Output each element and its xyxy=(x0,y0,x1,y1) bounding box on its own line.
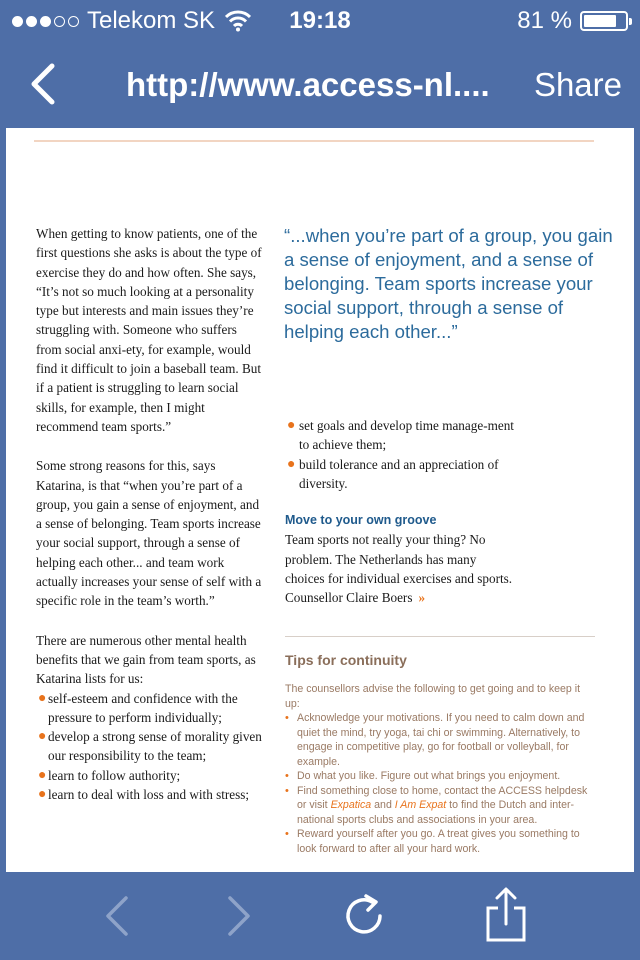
section-heading: Move to your own groove xyxy=(285,513,437,528)
tip-text: Find something close to home, contact the ACCESS helpdesk or visit xyxy=(297,784,588,811)
tip-text: to find the Dutch and inter-national sports clubs and associations in your area. xyxy=(297,799,575,826)
list-item-text: learn to deal with loss and with stress; xyxy=(48,787,250,803)
tip-item xyxy=(285,769,595,784)
list-item-text: self-esteem and confidence with the pressure to perform individually; xyxy=(48,690,238,725)
paragraph: When getting to know patients, one of the first questions she asks is about the type of exercise they do and how often. She says, “It’s not so much looking at a personality type but interests and main issues they’re struggling with. Someone who suffers from social anxi-ety, for example, would find it difficult to join a baseball team. But if a patient is struggling to learn social skills, for example, then I might recommend team sports.” xyxy=(36,226,262,434)
iamexpat-link[interactable]: I Am Expat xyxy=(394,799,447,811)
divider xyxy=(285,636,595,637)
bullet-icon: ● xyxy=(38,729,47,745)
tip-item xyxy=(285,784,595,828)
battery-percent: 81 % xyxy=(517,7,572,34)
divider xyxy=(34,140,594,142)
list-item xyxy=(36,689,264,728)
tip-item xyxy=(285,711,595,769)
list-item xyxy=(285,416,515,455)
reload-button[interactable] xyxy=(338,890,390,942)
read-more-link[interactable]: » xyxy=(418,590,426,606)
bullet-icon: • xyxy=(285,828,289,840)
carrier-name: Telekom SK xyxy=(87,7,216,34)
list-item xyxy=(36,727,264,766)
forward-nav-button[interactable] xyxy=(212,890,264,942)
bullet-icon: • xyxy=(285,770,289,782)
tip-text: Reward yourself after you go. A treat gives you something to look forward to after all your hard work. xyxy=(297,828,580,855)
status-time: 19:18 xyxy=(289,7,351,34)
article-right-column xyxy=(285,416,515,608)
list-item xyxy=(36,785,264,804)
status-right xyxy=(517,7,628,35)
paragraph: Some strong reasons for this, says Katarina, is that “when you’re part of a group, you gain a sense of enjoyment, and a sense of belonging. Team sports increase your social support, through a sense of helping each other... and team work actually increases your sense of self with a specific role in the team’s worth.” xyxy=(36,458,262,609)
section-text-body: Team sports not really your thing? No problem. The Netherlands has many choices for individual exercises and sports. Counsellor Claire Boers xyxy=(285,532,513,606)
tip-item xyxy=(285,827,595,856)
battery-fill xyxy=(584,15,616,27)
list-item-text: learn to follow authority; xyxy=(48,767,181,783)
list-item-text: develop a strong sense of morality given our responsibility to the team; xyxy=(48,729,262,764)
back-button[interactable] xyxy=(24,62,64,106)
tips-title: Tips for continuity xyxy=(285,652,407,668)
list-item xyxy=(36,766,264,785)
benefits-list-continued xyxy=(285,416,515,493)
bullet-icon: • xyxy=(285,712,289,724)
tips-intro: The counsellors advise the following to get going and to keep it up: xyxy=(285,683,581,710)
web-page[interactable] xyxy=(6,128,634,872)
bullet-icon: • xyxy=(285,784,289,797)
bullet-icon: ● xyxy=(287,418,296,433)
browser-toolbar xyxy=(0,872,640,960)
paragraph: There are numerous other mental health benefits that we gain from team sports, as Katarina lists for us: xyxy=(36,632,256,687)
article-left-column xyxy=(36,224,264,804)
url-field[interactable]: http://www.access-nl.... xyxy=(126,66,490,103)
tips-box xyxy=(285,652,595,856)
pull-quote: “...when you’re part of a group, you gain a sense of enjoyment, and a sense of belonging. Team sports increase your social support, through a sense of helping each other...” xyxy=(284,225,613,342)
benefits-list xyxy=(36,689,264,805)
status-bar xyxy=(0,0,640,40)
tip-text: Do what you like. Figure out what brings you enjoyment. xyxy=(297,770,561,782)
tip-text: Acknowledge your motivations. If you need to calm down and quiet the mind, try yoga, tai chi or swimming. Alternatively, to engage in competitive play, go for football or volleyball, for example. xyxy=(297,712,585,768)
expatica-link[interactable]: Expatica xyxy=(330,799,372,811)
bullet-icon: ● xyxy=(38,690,47,706)
share-sheet-button[interactable] xyxy=(480,886,532,944)
back-nav-button[interactable] xyxy=(92,890,144,942)
bullet-icon: ● xyxy=(287,456,296,472)
share-button[interactable]: Share xyxy=(533,66,622,103)
browser-navbar xyxy=(0,40,640,128)
bullet-icon: ● xyxy=(38,787,47,803)
section-text xyxy=(285,530,515,607)
list-item-text: set goals and develop time manage-ment to achieve them; xyxy=(299,418,514,453)
list-item xyxy=(285,455,515,494)
list-item-text: build tolerance and an appreciation of diversity. xyxy=(299,456,499,491)
battery-icon xyxy=(580,11,628,31)
bullet-icon: ● xyxy=(38,767,47,783)
tip-text: and xyxy=(374,799,392,811)
tips-list xyxy=(285,711,595,856)
